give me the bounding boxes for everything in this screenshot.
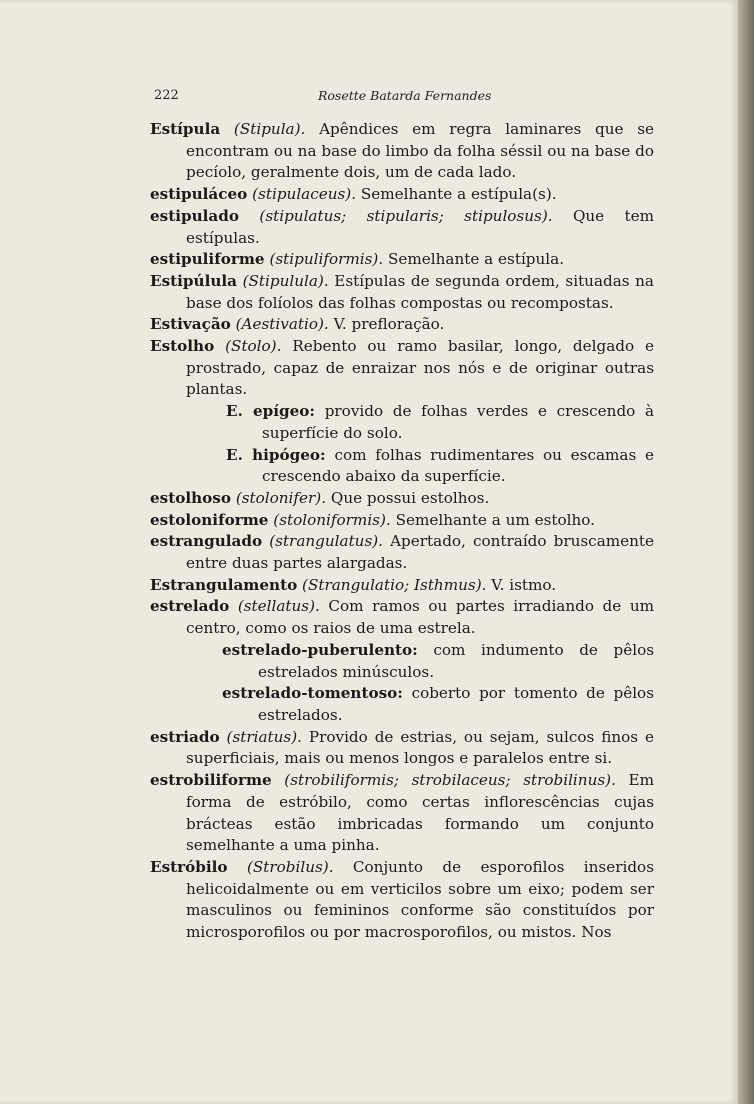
glossary-entry bbox=[150, 119, 654, 184]
glossary-entry bbox=[150, 510, 654, 532]
entry-term: estoloniforme bbox=[150, 510, 269, 529]
entry-definition: Com ramos ou partes irradiando de um centro, como os raios de uma estrela. bbox=[186, 597, 655, 638]
entry-latin: (strangulatus). bbox=[269, 532, 383, 551]
entry-latin: (Stipula). bbox=[233, 120, 306, 138]
subentry-definition: coberto por tomento de pêlos estrelados. bbox=[258, 684, 654, 724]
entry-latin: (Stipulula). bbox=[242, 271, 329, 290]
glossary-entry bbox=[150, 531, 654, 574]
entry-definition: Que possui estolhos. bbox=[330, 488, 490, 507]
entry-definition: Que tem estípulas. bbox=[186, 206, 655, 247]
entry-term: Estípula bbox=[150, 120, 221, 138]
entry-term: estrangulado bbox=[150, 532, 263, 551]
glossary-subentry bbox=[150, 401, 654, 444]
entry-definition: V. istmo. bbox=[491, 575, 557, 594]
glossary-entry bbox=[150, 488, 654, 510]
entry-latin: (Aestivatio). bbox=[235, 315, 329, 334]
page-edge bbox=[738, 0, 754, 1104]
glossary-entry bbox=[150, 727, 654, 770]
entry-term: Estipúlula bbox=[150, 271, 237, 290]
glossary-entry bbox=[150, 271, 654, 314]
entry-term: estipulado bbox=[150, 206, 240, 225]
entry-term: estriado bbox=[150, 727, 220, 746]
glossary-subentry bbox=[150, 640, 654, 683]
subentry-term: E. hipógeo: bbox=[226, 445, 326, 464]
entry-latin: (stoloniformis). bbox=[273, 510, 391, 529]
glossary-entry bbox=[150, 314, 654, 336]
entry-latin: (striatus). bbox=[226, 727, 302, 746]
entry-definition: Rebento ou ramo basilar, longo, delgado e prostrado, capaz de enraizar nos nós e de originar outras plantas. bbox=[186, 337, 655, 399]
entry-latin: (Strobilus). bbox=[246, 857, 334, 876]
entry-definition: Semelhante a um estolho. bbox=[395, 510, 596, 529]
entry-latin: (stipuliformis). bbox=[269, 250, 384, 269]
glossary-entry bbox=[150, 336, 654, 401]
entry-latin: (stipulatus; stipularis; stipulosus). bbox=[259, 206, 553, 225]
subentry-term: estrelado-puberulento: bbox=[222, 640, 418, 659]
glossary-entry bbox=[150, 596, 654, 639]
glossary-entry bbox=[150, 206, 654, 249]
entry-latin: (strobiliformis; strobilaceus; strobilinus). bbox=[284, 771, 616, 790]
entry-definition: V. prefloração. bbox=[333, 315, 445, 334]
entry-definition: Estípulas de segunda ordem, situadas na base dos folíolos das folhas compostas ou recompostas. bbox=[186, 271, 654, 312]
page-header bbox=[150, 88, 634, 110]
entry-definition: Em forma de estróbilo, como certas inflorescências cujas brácteas estão imbricadas formando um conjunto semelhante a uma pinha. bbox=[186, 771, 655, 855]
entry-latin: (stipulaceus). bbox=[252, 185, 357, 204]
entry-latin: (stolonifer). bbox=[235, 488, 327, 507]
glossary-subentry bbox=[150, 445, 654, 488]
entry-latin: (stellatus). bbox=[237, 597, 320, 616]
entry-term: estrelado bbox=[150, 597, 230, 616]
entry-latin: (Strangulatio; Isthmus). bbox=[302, 575, 487, 594]
glossary-entry bbox=[150, 184, 654, 206]
subentry-definition: com folhas rudimentares ou escamas e crescendo abaixo da superfície. bbox=[262, 445, 655, 486]
subentry-term: estrelado-tomentoso: bbox=[222, 684, 403, 703]
entry-term: Estrangulamento bbox=[150, 575, 298, 594]
entry-definition: Conjunto de esporofilos inseridos helicoidalmente ou em verticilos sobre um eixo; podem ser masculinos ou femininos conforme são constituídos por microsporofilos ou por macrosporofilos, ou mistos. Nos bbox=[186, 857, 654, 942]
subentry-definition: provido de folhas verdes e crescendo à superfície do solo. bbox=[262, 402, 655, 442]
entry-definition: Semelhante a estípula(s). bbox=[360, 185, 557, 204]
glossary-entry bbox=[150, 249, 654, 271]
entry-term: Estolho bbox=[150, 337, 215, 356]
subentry-definition: com indumento de pêlos estrelados minúsculos. bbox=[258, 640, 655, 681]
entry-term: estipuláceo bbox=[150, 185, 248, 204]
entry-definition: Apêndices em regra laminares que se encontram ou na base do limbo da folha séssil ou na base do pecíolo, geralmente dois, um de cada lado. bbox=[186, 120, 654, 182]
entry-definition: Apertado, contraído bruscamente entre duas partes alargadas. bbox=[186, 532, 655, 573]
entry-term: Estróbilo bbox=[150, 857, 228, 876]
entry-term: estolhoso bbox=[150, 488, 231, 507]
running-title: Rosette Batarda Fernandes bbox=[318, 88, 492, 103]
entry-definition: Provido de estrias, ou sejam, sulcos finos e superficiais, mais ou menos longos e paralelos entre si. bbox=[186, 727, 655, 768]
entry-term: Estivação bbox=[150, 315, 231, 334]
subentry-term: E. epígeo: bbox=[226, 402, 316, 421]
glossary-subentry bbox=[150, 683, 654, 726]
entry-term: estrobiliforme bbox=[150, 771, 272, 790]
entry-definition: Semelhante a estípula. bbox=[388, 250, 565, 269]
page-number: 222 bbox=[154, 88, 179, 103]
glossary-entry bbox=[150, 770, 654, 857]
glossary-entries bbox=[150, 119, 654, 944]
entry-latin: (Stolo). bbox=[225, 337, 282, 356]
entry-term: estipuliforme bbox=[150, 250, 265, 269]
glossary-entry bbox=[150, 857, 654, 944]
glossary-entry bbox=[150, 575, 654, 597]
